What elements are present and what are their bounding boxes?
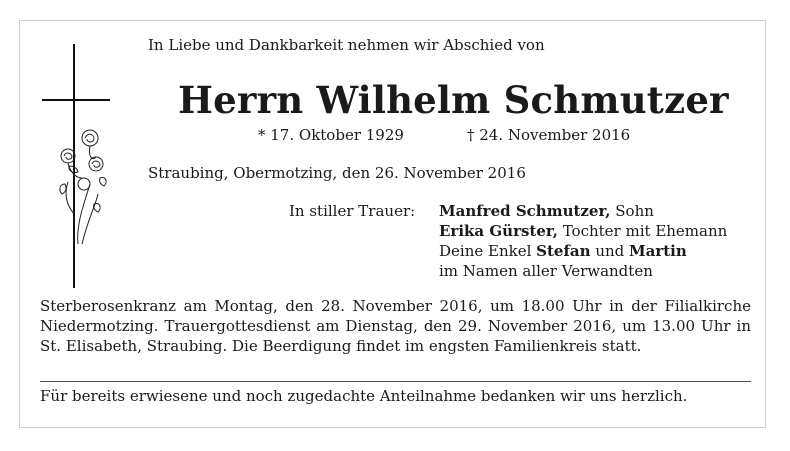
mourners-label: In stiller Trauer: — [289, 202, 416, 220]
mourner-name: Erika Gürster, — [439, 222, 558, 240]
service-details: Sterberosenkranz am Montag, den 28. November 2016, um 18.00 Uhr in der Filialkirche Niedermotzing. Trauergottesdienst am Dienstag, den 29. November 2016, um 13.00 Uhr in St. Elisabeth, Straubing. Die Beerdigung findet im engsten Familienkreis statt. — [40, 297, 751, 355]
mourner-line — [439, 222, 727, 240]
mourner-relation: Sohn — [610, 202, 654, 220]
intro-line: In Liebe und Dankbarkeit nehmen wir Abschied von — [148, 36, 545, 54]
birth-date: * 17. Oktober 1929 — [258, 126, 404, 144]
mourner-line — [439, 202, 654, 220]
place-date: Straubing, Obermotzing, den 26. November 2016 — [148, 164, 526, 182]
grandchild-name: Martin — [629, 242, 687, 260]
mourner-name: Manfred Schmutzer, — [439, 202, 611, 220]
death-date: † 24. November 2016 — [467, 126, 631, 144]
mourner-conjunction: und — [590, 242, 630, 260]
mourner-relation: Tochter mit Ehemann — [557, 222, 728, 240]
thanks-line: Für bereits erwiesene und noch zugedachte Anteilnahme bedanken wir uns herzlich. — [40, 387, 688, 405]
deceased-name: Herrn Wilhelm Schmutzer — [178, 78, 729, 122]
grandchild-name: Stefan — [536, 242, 591, 260]
cross-with-roses-icon — [38, 44, 118, 288]
mourner-line: im Namen aller Verwandten — [439, 262, 653, 280]
divider — [40, 381, 751, 382]
mourner-prefix: Deine Enkel — [439, 242, 537, 260]
mourner-line — [439, 242, 687, 260]
